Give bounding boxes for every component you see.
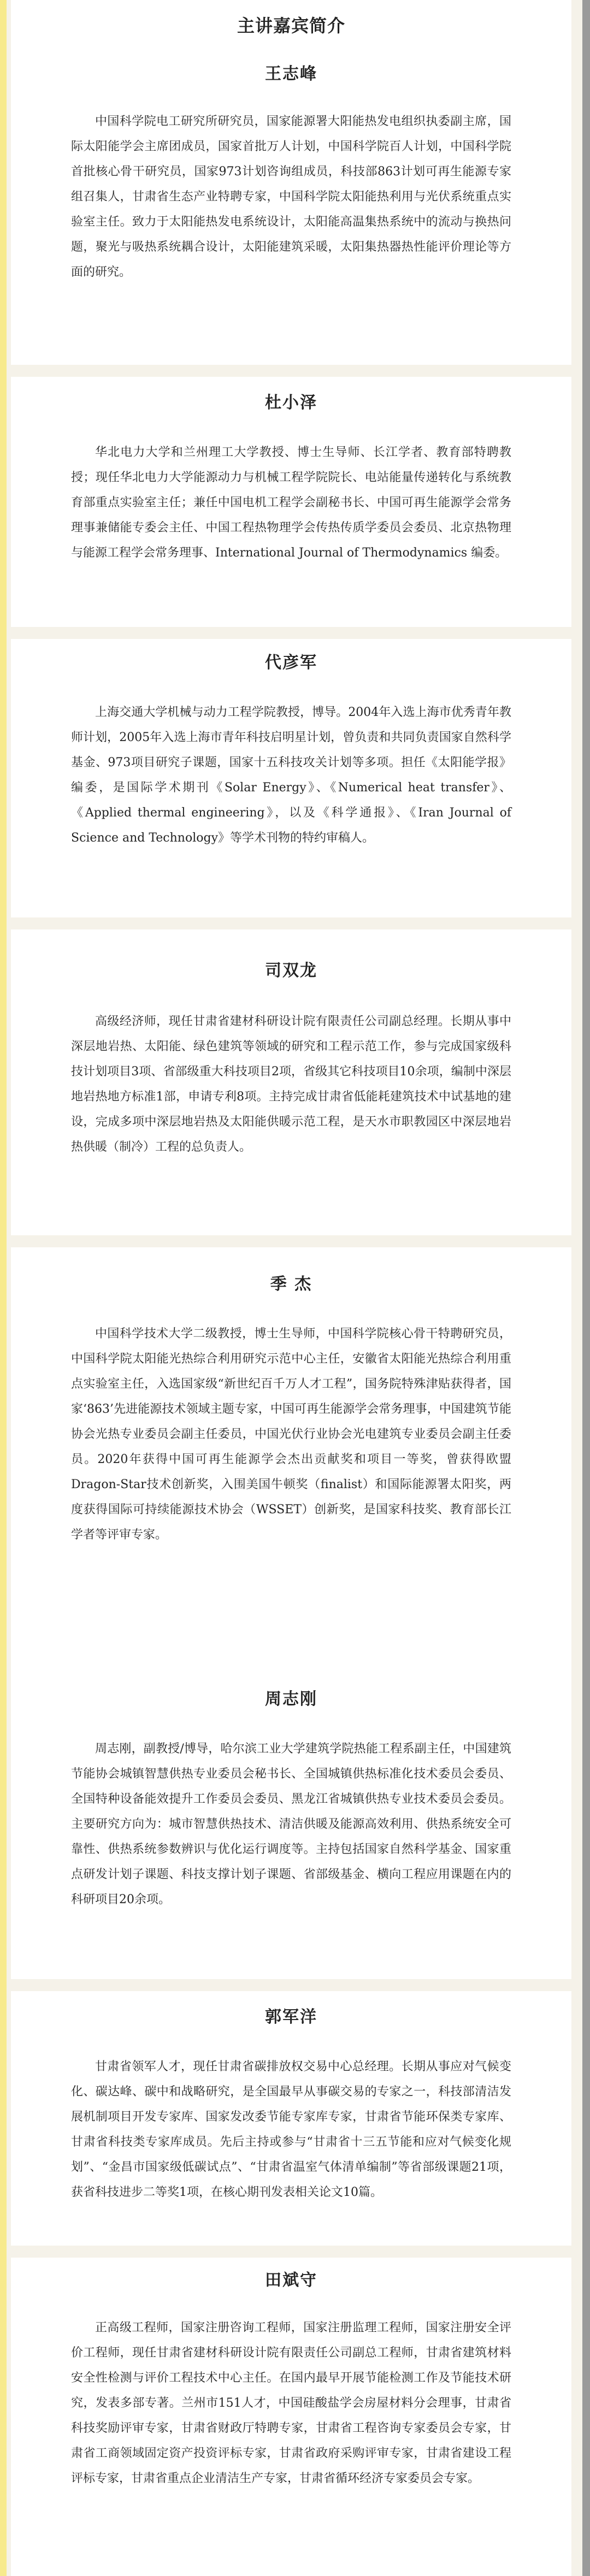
speaker-name: 郭军洋 xyxy=(265,2007,317,2027)
speaker-section-zhouzhigang xyxy=(11,1685,571,1912)
right-decor-strip xyxy=(582,0,590,2576)
speaker-section-wangzhifeng xyxy=(11,60,571,285)
speaker-bio: 甘肃省领军人才，现任甘肃省碳排放权交易中心总经理。长期从事应对气候变化、碳达峰、碳中和战略研究，是全国最早从事碳交易的专家之一，科技部清洁发展机制项目开发专家库、国家发改委节能专家库专家，甘肃省节能环保类专家库、甘肃省科技类专家库成员。先后主持或参与“甘肃省十三五节能和应对气候变化规划”、“金昌市国家级低碳试点”、“甘肃省温室气体清单编制”等省部级课题21项，获省科技进步二等奖1项，在核心期刊发表相关论文10篇。 xyxy=(71,2060,511,2199)
speaker-bio: 华北电力大学和兰州理工大学教授、博士生导师、长江学者、教育部特聘教授；现任华北电力大学能源动力与机械工程学院院长、电站能量传递转化与系统教育部重点实验室主任；兼任中国电机工程学会副秘书长、中国可再生能源学会常务理事兼储能专委会主任、中国工程热物理学会传热传质学委员会委员、北京热物理与能源工程学会常务理事、International Journal of Thermodynamics 编委。 xyxy=(71,446,511,560)
speaker-name: 司双龙 xyxy=(265,961,317,980)
speaker-bio: 高级经济师，现任甘肃省建材科研设计院有限责任公司副总经理。长期从事中深层地岩热、太阳能、绿色建筑等领域的研究和工程示范工作，参与完成国家级科技计划项目3项、省部级重大科技项目2项，省级其它科技项目10余项，编制中深层地岩热地方标准1部，申请专利8项。主持完成甘肃省低能耗建筑技术中试基地的建设，完成多项中深层地岩热及太阳能供暖示范工程，是天水市职教园区中深层地岩热供暖（制冷）工程的总负责人。 xyxy=(71,1015,511,1154)
speaker-name: 王志峰 xyxy=(265,64,317,84)
speaker-section-jijie xyxy=(11,1270,571,1548)
speaker-section-daiyanjun xyxy=(11,649,571,851)
page-title: 主讲嘉宾简介 xyxy=(237,15,345,36)
section-divider xyxy=(11,917,571,929)
left-decor-strip xyxy=(0,0,7,2576)
section-divider xyxy=(11,1979,571,1991)
speaker-bio: 正高级工程师，国家注册咨询工程师，国家注册监理工程师，国家注册安全评价工程师，现任甘肃省建材科研设计院有限责任公司副总工程师，甘肃省建筑材料安全性检测与评价工程技术中心主任。在国内最早开展节能检测工作及节能技术研究，发表多部专著。兰州市151人才，中国硅酸盐学会房屋材料分会理事，甘肃省科技奖励评审专家，甘肃省财政厅特聘专家，甘肃省工程咨询专家委员会专家，甘肃省工商领域固定资产投资评标专家，甘肃省政府采购评审专家，甘肃省建设工程评标专家，甘肃省重点企业清洁生产专家，甘肃省循环经济专家委员会专家。 xyxy=(71,2321,511,2485)
speaker-section-guojunyang xyxy=(11,2003,571,2205)
speaker-section-tianbinshou xyxy=(11,2266,571,2491)
section-divider xyxy=(11,1235,571,1247)
section-divider xyxy=(11,365,571,377)
speaker-section-duxiaoze xyxy=(11,389,571,566)
speaker-bio: 上海交通大学机械与动力工程学院教授，博导。2004年入选上海市优秀青年教师计划，2005年入选上海市青年科技启明星计划，曾负责和共同负责国家自然科学基金、973项目研究子课题，国家十五科技攻关计划等多项。担任《太阳能学报》编委，是国际学术期刊《Solar Energy》、《Numerical heat transfer》、《Applied thermal engineering》，以及《科学通报》、《Iran Journal of Science and Technology》等学术刊物的特约审稿人。 xyxy=(71,706,511,845)
section-divider xyxy=(11,2246,571,2258)
speaker-name: 代彦军 xyxy=(265,653,317,672)
speaker-name: 周志刚 xyxy=(265,1690,317,1709)
document-page xyxy=(11,0,571,2576)
speaker-section-sishuanglong xyxy=(11,957,571,1160)
speaker-name: 季 杰 xyxy=(270,1275,312,1294)
speaker-bio: 中国科学技术大学二级教授，博士生导师，中国科学院核心骨干特聘研究员，中国科学院太阳能光热综合利用研究示范中心主任，安徽省太阳能光热综合利用重点实验室主任，入选国家级“新世纪百千万人才工程”，国务院特殊津贴获得者，国家‘863’先进能源技术领域主题专家，中国可再生能源学会常务理事，中国建筑节能协会光热专业委员会副主任委员，中国光伏行业协会光电建筑专业委员会副主任委员。2020年获得中国可再生能源学会杰出贡献奖和项目一等奖，曾获得欧盟Dragon-Star技术创新奖，入围美国牛顿奖（finalist）和国际能源署太阳奖，两度获得国际可持续能源技术协会（WSSET）创新奖，是国家科技奖、教育部长江学者等评审专家。 xyxy=(71,1327,511,1542)
section-divider xyxy=(11,627,571,639)
speaker-name: 田斌守 xyxy=(265,2271,317,2290)
speaker-name: 杜小泽 xyxy=(265,393,317,412)
speaker-bio: 周志刚，副教授/博导，哈尔滨工业大学建筑学院热能工程系副主任，中国建筑节能协会城镇智慧供热专业委员会秘书长、全国城镇供热标准化技术委员会委员、全国特种设备能效提升工作委员会委员、黑龙江省城镇供热专业技术委员会委员。主要研究方向为：城市智慧供热技术、清洁供暖及能源高效利用、供热系统安全可靠性、供热系统参数辨识与优化运行调度等。主持包括国家自然科学基金、国家重点研发计划子课题、科技支撑计划子课题、省部级基金、横向工程应用课题在内的科研项目20余项。 xyxy=(71,1742,511,1906)
speaker-bio: 中国科学院电工研究所研究员，国家能源署大阳能热发电组织执委副主席，国际太阳能学会主席团成员，国家首批万人计划，中国科学院百人计划，中国科学院首批核心骨干研究员，国家973计划咨询组成员，科技部863计划可再生能源专家组召集人，甘肃省生态产业特聘专家，中国科学院太阳能热利用与光伏系统重点实验室主任。致力于太阳能热发电系统设计，太阳能高温集热系统中的流动与换热问题，聚光与吸热系统耦合设计，太阳能建筑采暖，太阳集热器热性能评价理论等方面的研究。 xyxy=(71,115,511,279)
